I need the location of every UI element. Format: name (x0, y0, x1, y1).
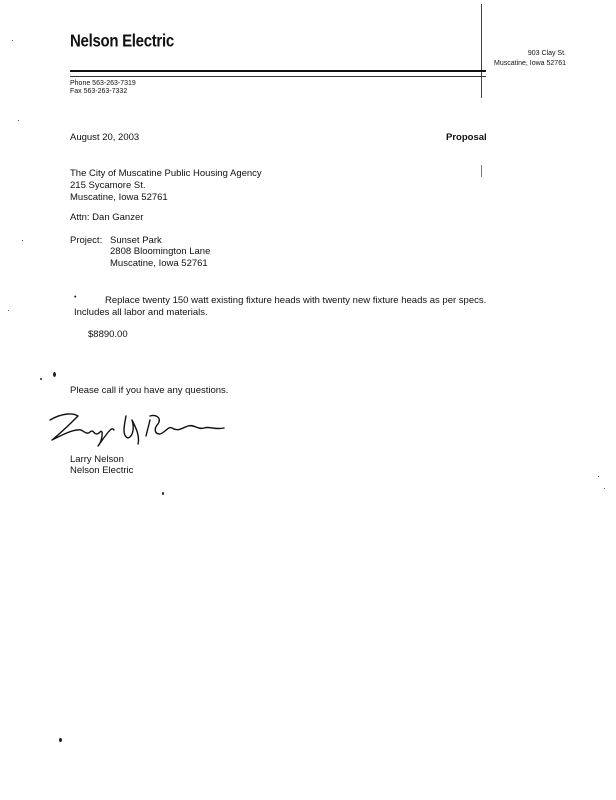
letterhead-vertical-rule (481, 4, 482, 98)
scan-speck (604, 488, 605, 489)
company-fax: Fax 563-263-7332 (70, 88, 128, 95)
company-phone: Phone 563-263-7319 (70, 80, 136, 87)
signer-company: Nelson Electric (70, 465, 134, 476)
project-address-street: 2808 Bloomington Lane (110, 246, 211, 257)
bullet-icon: • (74, 294, 77, 301)
proposal-price: $8890.00 (88, 329, 128, 340)
project-label: Project: (70, 235, 103, 246)
project-address-city: Muscatine, Iowa 52761 (110, 258, 208, 269)
letterhead-rule-thin (70, 76, 486, 77)
scan-speck (598, 476, 599, 477)
fold-mark (481, 165, 482, 177)
recipient-line: 215 Sycamore St. (70, 180, 146, 191)
closing-line: Please call if you have any questions. (70, 385, 229, 396)
company-address-street: 903 Clay St. (527, 50, 566, 57)
scan-speck (59, 738, 62, 742)
scan-speck (22, 240, 23, 241)
scan-speck (12, 40, 13, 41)
document-type: Proposal (446, 132, 487, 143)
signature (42, 408, 242, 448)
letterhead-rule-thick (70, 70, 486, 72)
recipient-line: Muscatine, Iowa 52761 (70, 192, 168, 203)
letter-date: August 20, 2003 (70, 132, 140, 143)
signer-name: Larry Nelson (70, 454, 124, 465)
attention-line: Attn: Dan Ganzer (70, 212, 144, 223)
scan-speck (8, 310, 9, 311)
scan-speck (18, 120, 19, 121)
company-address-city: Muscatine, Iowa 52761 (494, 60, 566, 67)
recipient-line: The City of Muscatine Public Housing Agency (70, 168, 262, 179)
scan-speck (53, 372, 56, 377)
scope-item-line: Replace twenty 150 watt existing fixture heads with twenty new fixture heads as per specs. (105, 295, 487, 306)
project-name: Sunset Park (110, 235, 162, 246)
scan-speck (40, 378, 42, 380)
company-name: Nelson Electric (70, 31, 174, 52)
scope-item-line: Includes all labor and materials. (74, 307, 208, 318)
scan-speck (162, 492, 164, 495)
